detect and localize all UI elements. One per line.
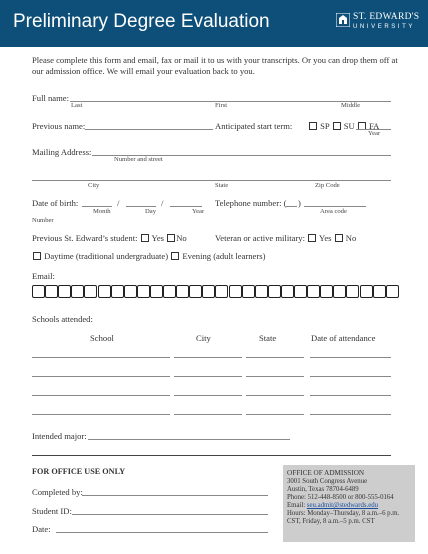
school-row-cell[interactable] — [246, 376, 304, 377]
previous-student-no-checkbox[interactable] — [167, 234, 175, 242]
phone-area-field[interactable] — [286, 206, 297, 207]
school-row-cell[interactable] — [32, 376, 170, 377]
schools-col-state: State — [259, 333, 277, 343]
major-field[interactable] — [88, 439, 290, 440]
email-char-box[interactable] — [333, 285, 346, 298]
dob-sep-2: / — [161, 198, 164, 208]
evening-checkbox[interactable] — [171, 252, 179, 260]
email-char-box[interactable] — [58, 285, 71, 298]
email-char-box[interactable] — [346, 285, 359, 298]
school-row-cell[interactable] — [310, 414, 391, 415]
date-field[interactable] — [56, 532, 268, 533]
dob-sep-1: / — [117, 198, 120, 208]
veteran-yes-checkbox[interactable] — [308, 234, 316, 242]
full-name-sub-last: Last — [71, 102, 83, 109]
office-address-1: 3001 South Congress Avenue — [287, 478, 368, 485]
daytime-checkbox[interactable] — [33, 252, 41, 260]
dob-month-sub: Month — [93, 208, 111, 215]
school-row-cell[interactable] — [174, 357, 242, 358]
date-label: Date: — [32, 524, 51, 534]
term-year-sub: Year — [368, 130, 381, 137]
intro-line-2: our admission office. We will email your evaluation back to you. — [32, 66, 255, 76]
dob-label: Date of birth: — [32, 198, 79, 208]
email-char-box[interactable] — [268, 285, 281, 298]
school-row-cell[interactable] — [310, 357, 391, 358]
daytime-label: Daytime (traditional undergraduate) — [44, 251, 169, 261]
city-state-zip-field[interactable] — [32, 180, 391, 181]
intro-line-1: Please complete this form and email, fax or mail it to us with your transcripts. Or you can drop them off at — [32, 55, 398, 65]
previous-student-yes-checkbox[interactable] — [141, 234, 149, 242]
dob-year-field[interactable] — [170, 206, 202, 207]
section-divider — [32, 455, 391, 456]
dob-year-sub: Year — [192, 208, 205, 215]
term-sp-checkbox[interactable] — [309, 122, 317, 130]
phone-close-paren: ) — [298, 198, 301, 208]
school-row-cell[interactable] — [310, 395, 391, 396]
email-char-box[interactable] — [32, 285, 45, 298]
mailing-address-label: Mailing Address: — [32, 147, 92, 157]
logo-text-university: UNIVERSITY — [353, 24, 416, 30]
email-char-box[interactable] — [98, 285, 111, 298]
school-row-cell[interactable] — [246, 357, 304, 358]
university-logo-icon — [336, 13, 350, 27]
email-char-box[interactable] — [71, 285, 84, 298]
previous-name-field[interactable] — [85, 129, 213, 130]
email-char-box[interactable] — [386, 285, 399, 298]
full-name-sub-middle: Middle — [341, 102, 361, 109]
email-char-box[interactable] — [307, 285, 320, 298]
zip-sub: Zip Code — [315, 182, 340, 189]
schools-col-school: School — [90, 333, 114, 343]
page-title: Preliminary Degree Evaluation — [13, 11, 270, 32]
veteran-label: Veteran or active military: — [215, 233, 305, 243]
email-char-box[interactable] — [111, 285, 124, 298]
previous-student-yes-label: Yes — [151, 233, 165, 243]
schools-col-dates: Date of attendance — [311, 333, 376, 343]
veteran-row — [215, 233, 356, 243]
email-char-box[interactable] — [189, 285, 202, 298]
email-char-box[interactable] — [124, 285, 137, 298]
school-row-cell[interactable] — [246, 395, 304, 396]
email-char-box[interactable] — [294, 285, 307, 298]
school-row-cell[interactable] — [310, 376, 391, 377]
office-address-2: Austin, Texas 78704-6489 — [287, 486, 359, 493]
office-use-title: FOR OFFICE USE ONLY — [32, 467, 126, 476]
term-su-checkbox[interactable] — [333, 122, 341, 130]
student-id-label: Student ID: — [32, 506, 72, 516]
term-su-label: SU — [343, 121, 355, 131]
email-char-box[interactable] — [163, 285, 176, 298]
veteran-no-label: No — [345, 233, 357, 243]
office-hours-1: Hours: Monday–Thursday, 8 a.m.–6 p.m. — [287, 510, 400, 517]
school-row-cell[interactable] — [246, 414, 304, 415]
phone-area-sub: Area code — [320, 208, 347, 215]
office-email-link[interactable]: seu.admit@stedwards.edu — [306, 502, 379, 509]
email-char-box[interactable] — [320, 285, 333, 298]
dob-day-field[interactable] — [126, 206, 156, 207]
email-char-box[interactable] — [176, 285, 189, 298]
office-phone: Phone: 512-448-8500 or 800-555-0164 — [287, 494, 394, 501]
previous-student-label: Previous St. Edward’s student: — [32, 233, 138, 243]
veteran-no-checkbox[interactable] — [335, 234, 343, 242]
evening-label: Evening (adult learners) — [182, 251, 266, 261]
email-char-box[interactable] — [373, 285, 386, 298]
email-char-box[interactable] — [255, 285, 268, 298]
school-row-cell[interactable] — [174, 376, 242, 377]
completed-by-field[interactable] — [82, 495, 268, 496]
program-row — [32, 251, 265, 261]
student-id-field[interactable] — [72, 514, 268, 515]
schools-col-city: City — [196, 333, 211, 343]
veteran-yes-label: Yes — [318, 233, 332, 243]
phone-number-sub: Number — [32, 217, 54, 224]
email-box-grid[interactable] — [32, 285, 396, 298]
full-name-sub-first: First — [215, 102, 228, 109]
dob-month-field[interactable] — [82, 206, 112, 207]
full-name-label: Full name: — [32, 93, 69, 103]
header-banner — [0, 0, 428, 47]
start-term-label: Anticipated start term: — [215, 121, 293, 131]
school-row-cell[interactable] — [174, 414, 242, 415]
email-char-box[interactable] — [229, 285, 242, 298]
office-of-admission-box — [283, 465, 415, 542]
logo-text-name: ST. EDWARD'S — [353, 12, 420, 22]
term-sp-label: SP — [320, 121, 330, 131]
email-char-box[interactable] — [360, 285, 373, 298]
city-sub: City — [88, 182, 100, 189]
school-row-cell[interactable] — [32, 357, 170, 358]
street-sub: Number and street — [114, 156, 163, 163]
office-email-label: Email: — [287, 502, 306, 509]
previous-student-row — [32, 233, 187, 243]
school-row-cell[interactable] — [32, 395, 170, 396]
schools-label: Schools attended: — [32, 314, 93, 324]
completed-by-label: Completed by: — [32, 487, 83, 497]
office-hours-2: CST, Friday, 8 a.m.–5 p.m. CST — [287, 518, 375, 525]
email-char-box[interactable] — [281, 285, 294, 298]
email-char-box[interactable] — [242, 285, 255, 298]
email-char-box[interactable] — [45, 285, 58, 298]
email-char-box[interactable] — [202, 285, 215, 298]
phone-label: Telephone number: ( — [215, 198, 287, 208]
previous-name-label: Previous name: — [32, 121, 86, 131]
email-char-box[interactable] — [84, 285, 97, 298]
phone-number-field[interactable] — [304, 206, 366, 207]
previous-student-no-label: No — [176, 233, 187, 243]
term-fa-label: FA — [369, 121, 380, 131]
major-label: Intended major: — [32, 431, 87, 441]
state-sub: State — [215, 182, 229, 189]
dob-day-sub: Day — [145, 208, 156, 215]
office-title: OFFICE OF ADMISSION — [287, 469, 365, 477]
school-row-cell[interactable] — [32, 414, 170, 415]
office-email-row — [287, 502, 378, 510]
email-char-box[interactable] — [215, 285, 228, 298]
school-row-cell[interactable] — [174, 395, 242, 396]
email-char-box[interactable] — [150, 285, 163, 298]
email-label: Email: — [32, 271, 55, 281]
email-char-box[interactable] — [137, 285, 150, 298]
